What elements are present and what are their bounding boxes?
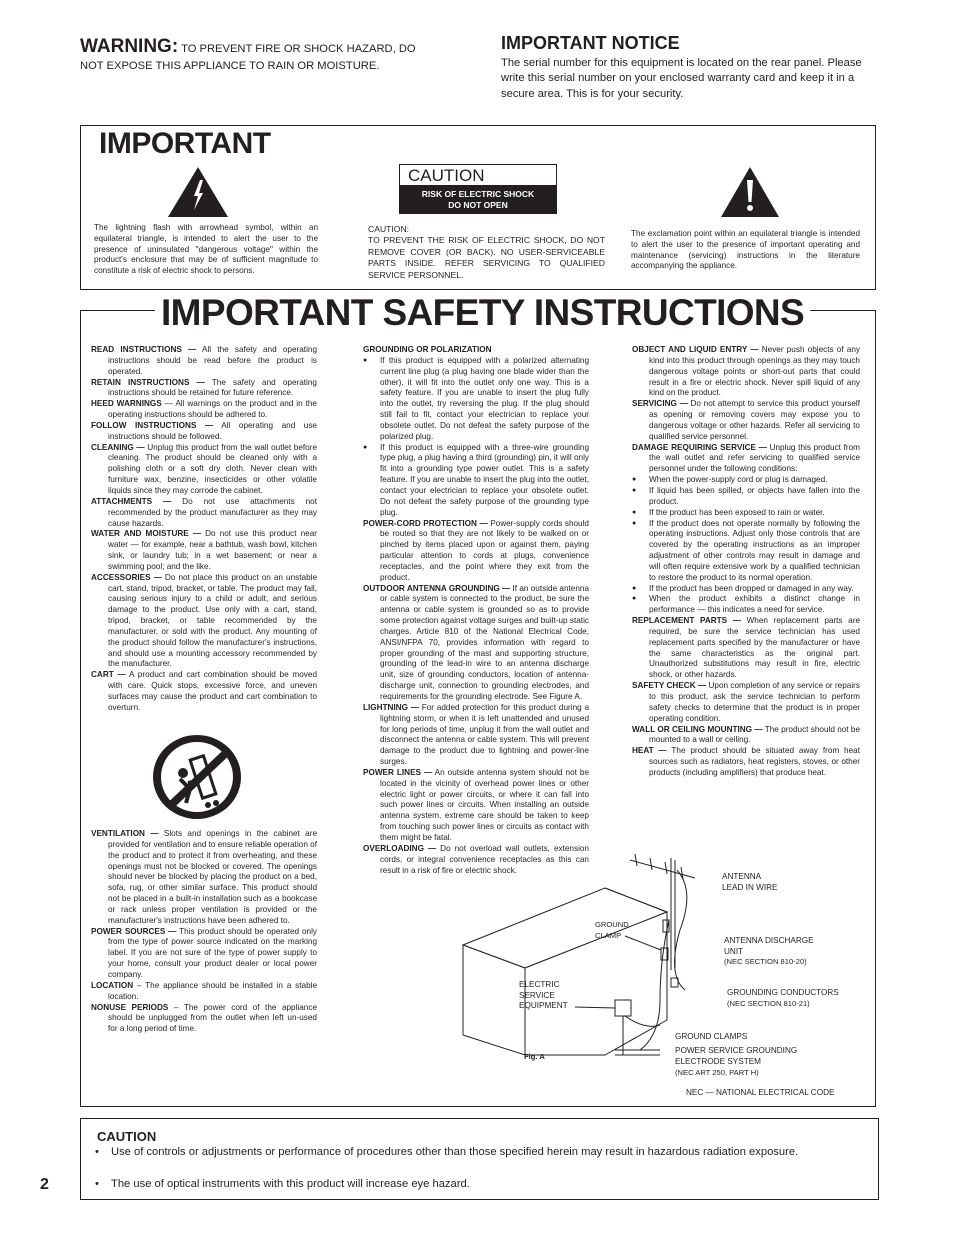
bullet-icon: • bbox=[95, 1178, 99, 1190]
safety-column-1-lower bbox=[91, 829, 317, 1035]
instruction-item-heading: POWER-CORD PROTECTION — bbox=[363, 518, 488, 528]
instruction-item-heading: HEED WARNINGS bbox=[91, 399, 162, 409]
instruction-item bbox=[632, 616, 860, 681]
instruction-item-text: – The appliance should be installed in a stable location. bbox=[108, 980, 317, 1001]
instruction-item-heading: OVERLOADING — bbox=[363, 843, 437, 853]
caution-block bbox=[368, 224, 605, 281]
important-notice bbox=[501, 33, 881, 102]
instruction-item-heading: RETAIN INSTRUCTIONS — bbox=[91, 377, 205, 387]
instruction-item bbox=[91, 421, 317, 443]
bottom-caution-item-2: • The use of optical instruments with this product will increase eye hazard. bbox=[95, 1177, 835, 1193]
instruction-item bbox=[91, 981, 317, 1003]
instruction-item bbox=[91, 345, 317, 378]
instruction-item-heading: LOCATION bbox=[91, 980, 134, 990]
label-antenna-lead: ANTENNA LEAD IN WIRE bbox=[722, 872, 778, 892]
instruction-item bbox=[91, 1003, 317, 1036]
instruction-item-text: Do not place this product on an unstable cart, stand, tripod, bracket, or table. The product may fall, causing serious injury to a child or adult, and serious damage to the product. Use only with a cart, stand, tripod, bracket, or table recommended by the manufacturer, or sold with the product. Any mounting of the product should follow the manufacturer's instructions, and should use a mounting accessory recommended by the manufacturer. bbox=[108, 572, 318, 669]
instruction-item-heading: SAFETY CHECK — bbox=[632, 681, 707, 691]
notice-title: IMPORTANT NOTICE bbox=[501, 33, 680, 53]
instruction-item-text: Power-supply cords should be routed so that they are not likely to be walked on or pinched by items placed upon or against them, paying particular attention to cords at plugs, convenience receptacles, and the point where they exit from the product. bbox=[380, 518, 589, 582]
instruction-item-text: If an outside antenna or cable system is connected to the product, be sure the antenna or cable system is grounded so as to provide some protection against voltage surges and built-up static charges. Article 810 of the National Electrical Code, ANSI/NFPA 70, provides information with regard to proper grounding of the mast and supporting structure, grounding of the lead-in wire to an antenna discharge unit, size of grounding conductors, location of antenna-discharge unit, connection to grounding electrodes, and requirements for the grounding electrode. See Figure A. bbox=[380, 583, 589, 701]
instruction-item-heading: NONUSE PERIODS bbox=[91, 1002, 169, 1012]
cart-warning-icon bbox=[150, 733, 246, 823]
instruction-item-heading: OBJECT AND LIQUID ENTRY — bbox=[632, 345, 759, 354]
instruction-item-heading: POWER LINES — bbox=[363, 767, 433, 777]
instruction-item-heading: FOLLOW INSTRUCTIONS — bbox=[91, 420, 214, 430]
instruction-item-text: Do not overload wall outlets, extension cords, or integral convenience receptacles as this can result in a risk of fire or electric shock. bbox=[380, 843, 589, 875]
instruction-item-text: – The power cord of the appliance should be unplugged from the outlet when left un-used for a long period of time. bbox=[108, 1002, 318, 1034]
instruction-item-text: The product should not be mounted to a wall or ceiling. bbox=[649, 724, 860, 745]
instruction-item bbox=[91, 927, 317, 981]
label-discharge-nec: (NEC SECTION 810-20) bbox=[724, 957, 807, 966]
lightning-triangle-icon bbox=[167, 166, 229, 218]
instruction-item bbox=[632, 443, 860, 476]
lightning-text: The lightning flash with arrowhead symbol, within an equilateral triangle, is intended to alert the user to the presence of uninsulated "dangerous voltage" within the product's enclosure that may be of sufficient magnitude to constitute a risk of electric shock to persons. bbox=[94, 223, 318, 276]
bullet-item: ● When the power-supply cord or plug is damaged. bbox=[632, 475, 860, 486]
safety-column-2 bbox=[363, 345, 589, 876]
caution-banner-line1: RISK OF ELECTRIC SHOCK bbox=[421, 189, 535, 199]
warning-label: WARNING: bbox=[80, 36, 179, 57]
instruction-item-text: Slots and openings in the cabinet are provided for ventilation and to ensure reliable operation of the product and to protect it from overheating, and these openings must not be blocked or covered. The openings should never be blocked by placing the product on a bed, sofa, rug, or other similar surface. This product should not be placed in a built-in installation such as a bookcase or rack unless proper ventilation is provided or the manufacturer's instructions have been adhered to. bbox=[108, 829, 318, 925]
label-power-nec: (NEC ART 250, PART H) bbox=[675, 1068, 759, 1077]
section-heading: GROUNDING OR POLARIZATION bbox=[363, 345, 492, 354]
instruction-item-text: A product and cart combination should be moved with care. Quick stops, excessive force, and uneven surfaces may cause the product and cart combination to overturn. bbox=[108, 670, 318, 712]
instruction-item bbox=[363, 703, 589, 768]
instruction-item-text: This product should be operated only from the type of power source indicated on the marking label. If you are not sure of the type of power supply to your home, consult your product dealer or local power company. bbox=[108, 926, 317, 979]
instruction-item-text: The safety and operating instructions should be retained for future reference. bbox=[108, 377, 317, 398]
exclamation-triangle-icon bbox=[720, 166, 780, 218]
bullet-item: ● If this product is equipped with a three-wire grounding type plug, a plug having a third (grounding) pin, it will only fit into a grounding type power outlet. This is a safety feature. If you are unable to insert the plug into the outlet, contact your electrician to replace your obsolete outlet. Do not defeat the safety purpose of the grounding type plug. bbox=[363, 443, 589, 519]
figure-label: Fig. A bbox=[524, 1052, 545, 1061]
instruction-item-heading: WATER AND MOISTURE — bbox=[91, 529, 202, 539]
instruction-item bbox=[91, 829, 317, 927]
instruction-item bbox=[91, 399, 317, 421]
instruction-item bbox=[632, 725, 860, 747]
instruction-item-heading: DAMAGE REQUIRING SERVICE — bbox=[632, 442, 767, 452]
instruction-item bbox=[91, 497, 317, 530]
bullet-icon: • bbox=[95, 1146, 99, 1158]
instruction-item-text: For added protection for this product during a lightning storm, or when it is left unattended and unused for long periods of time, unplug it from the wall outlet and disconnect the antenna or cable system. This will prevent damage to the product due to lightning and power-line surges. bbox=[380, 702, 589, 767]
instruction-item bbox=[91, 378, 317, 400]
instruction-item-heading: CLEANING — bbox=[91, 442, 145, 452]
instruction-item-heading: REPLACEMENT PARTS — bbox=[632, 616, 741, 626]
instruction-item-text: Unplug this product from the wall outlet before cleaning. The product should be cleaned only with a polishing cloth or a soft dry cloth. Never clean with furniture wax, benzine, insecticides or other volatile liquids since they may corrode the cabinet. bbox=[108, 442, 317, 495]
caution-banner bbox=[399, 186, 557, 214]
bullet-item: ● If the product has been dropped or damaged in any way. bbox=[632, 584, 860, 595]
label-discharge-unit: ANTENNA DISCHARGE UNIT bbox=[724, 936, 814, 956]
label-ground-clamps: GROUND CLAMPS bbox=[675, 1032, 748, 1041]
caution-text: TO PREVENT THE RISK OF ELECTRIC SHOCK, DO NOT REMOVE COVER (OR BACK). NO USER-SERVICEABLE PARTS INSIDE. REFER SERVICING TO QUALIFIED SERVICE PERSONNEL. bbox=[368, 235, 605, 280]
instruction-item-heading: READ INSTRUCTIONS — bbox=[91, 345, 197, 354]
instruction-item bbox=[363, 584, 589, 703]
safety-column-3 bbox=[632, 345, 860, 779]
instruction-item-heading: OUTDOOR ANTENNA GROUNDING — bbox=[363, 583, 511, 593]
instruction-item-text: — All warnings on the product and in the operating instructions should be adhered to. bbox=[108, 399, 317, 420]
instruction-item-heading: ACCESSORIES — bbox=[91, 572, 162, 582]
instruction-item-text: Never push objects of any kind into this product through openings as they may touch dangerous voltage points or short-out parts that could result in a fire or electric shock. Never spill liquid of any kind on the product. bbox=[649, 345, 860, 398]
instruction-item bbox=[91, 573, 317, 671]
instruction-item-text: When replacement parts are required, be sure the service technician has used replacement parts specified by the manufacturer or have the same characteristics as the original part. Unauthorized substitutions may result in fire, electric shock, or other hazards. bbox=[649, 616, 860, 680]
instruction-item-text: Do not use attachments not recommended by the product manufacturer as they may cause hazards. bbox=[108, 496, 317, 528]
instruction-item bbox=[632, 399, 860, 442]
instruction-item-heading: HEAT — bbox=[632, 746, 667, 756]
instruction-item-heading: ATTACHMENTS — bbox=[91, 496, 172, 506]
instruction-item-heading: POWER SOURCES — bbox=[91, 926, 177, 936]
bullet-item: ● If the product does not operate normally by following the operating instructions. Adjust only those controls that are covered by the operating instructions as an improper adjustment of other controls may result in damage and will often require extensive work by a qualified technician to restore the product to its normal operation. bbox=[632, 519, 860, 584]
important-title: IMPORTANT bbox=[99, 127, 271, 160]
label-ground-clamp: GROUND CLAMP bbox=[595, 920, 629, 940]
instruction-item bbox=[632, 746, 860, 779]
label-grounding-nec: (NEC SECTION 810-21) bbox=[727, 999, 810, 1008]
safety-title: IMPORTANT SAFETY INSTRUCTIONS bbox=[155, 292, 810, 334]
caution-head: CAUTION: bbox=[368, 224, 410, 234]
instruction-item bbox=[91, 529, 317, 572]
instruction-item bbox=[363, 768, 589, 844]
bullet-item: ● If the product has been exposed to rain or water. bbox=[632, 508, 860, 519]
label-grounding-conductors: GROUNDING CONDUCTORS bbox=[727, 988, 839, 997]
instruction-item-text: Upon completion of any service or repairs to this product, ask the service technician to perform safety checks to determine that the product is in proper operating condition. bbox=[649, 681, 860, 723]
exclamation-text: The exclamation point within an equilateral triangle is intended to alert the user to the presence of important operating and maintenance (servicing) instructions in the literature accompanying the appliance. bbox=[631, 229, 860, 271]
instruction-item-heading: WALL OR CEILING MOUNTING — bbox=[632, 724, 763, 734]
instruction-item-text: All the safety and operating instructions should be read before the product is operated. bbox=[108, 345, 317, 376]
caution-label: CAUTION bbox=[399, 164, 557, 186]
instruction-item-text: Do not use this product near water — for example, near a bathtub, wash bowl, kitchen sink, or laundry tub; in a wet basement; or near a swimming pool; and the like. bbox=[108, 529, 317, 571]
bullet-item: ● If liquid has been spilled, or objects have fallen into the product. bbox=[632, 486, 860, 508]
instruction-item-text: All operating and use instructions should be followed. bbox=[108, 420, 317, 441]
instruction-item-heading: CART — bbox=[91, 670, 126, 680]
instruction-item-text: Do not attempt to service this product yourself as opening or removing covers may expose you to dangerous voltage or other hazards. Refer all servicing to qualified service personnel. bbox=[649, 399, 860, 441]
warning-text: TO PREVENT FIRE OR SHOCK HAZARD, DO NOT EXPOSE THIS APPLIANCE TO RAIN OR MOISTURE. bbox=[80, 43, 416, 72]
instruction-item bbox=[91, 670, 317, 713]
instruction-item-text: Unplug this product from the wall outlet and refer servicing to qualified service personnel under the following conditions: bbox=[649, 442, 860, 474]
notice-text: The serial number for this equipment is located on the rear panel. Please write this serial number on your enclosed warranty card and keep it in a secure area. This is for your security. bbox=[501, 56, 862, 100]
instruction-item bbox=[91, 443, 317, 497]
label-electric-service: ELECTRIC SERVICE EQUIPMENT bbox=[519, 980, 568, 1011]
instruction-item bbox=[632, 345, 860, 399]
bullet-item: ● When the product exhibits a distinct change in performance — this indicates a need for service. bbox=[632, 594, 860, 616]
page-number: 2 bbox=[40, 1176, 49, 1193]
instruction-item-text: The product should be situated away from heat sources such as radiators, heat registers, stoves, or other products (including amplifiers) that produce heat. bbox=[649, 746, 860, 777]
instruction-item-text: An outside antenna system should not be located in the vicinity of overhead power lines or other electric light or power circuits, or where it can fall into such power lines or circuits. When installing an outside antenna system, extreme care should be taken to keep from touching such power lines or circuits as contact with them might be fatal. bbox=[380, 767, 589, 842]
instruction-item-heading: SERVICING — bbox=[632, 399, 688, 409]
nec-note: NEC — NATIONAL ELECTRICAL CODE bbox=[686, 1088, 835, 1097]
caution-banner-line2: DO NOT OPEN bbox=[448, 200, 508, 210]
label-power-service: POWER SERVICE GROUNDING ELECTRODE SYSTEM bbox=[675, 1046, 798, 1066]
instruction-item-heading: VENTILATION — bbox=[91, 829, 159, 838]
instruction-item bbox=[632, 681, 860, 724]
warning-block bbox=[80, 38, 440, 75]
bottom-caution-title: CAUTION bbox=[97, 1129, 157, 1144]
bullet-item: ● If this product is equipped with a polarized alternating current line plug (a plug having one blade wider than the other), it will fit into the outlet only one way. This is a safety feature. If you are unable to insert the plug fully into the outlet, try reversing the plug. If the plug should still fail to fit, contact your electrician to replace your obsolete outlet. Do not defeat the safety purpose of the polarized plug. bbox=[363, 356, 589, 443]
instruction-item bbox=[363, 519, 589, 584]
instruction-item-heading: LIGHTNING — bbox=[363, 702, 419, 712]
bottom-caution-item-1: • Use of controls or adjustments or performance of procedures other than those specified herein may result in hazardous radiation exposure. bbox=[95, 1145, 835, 1161]
safety-column-1 bbox=[91, 345, 317, 714]
